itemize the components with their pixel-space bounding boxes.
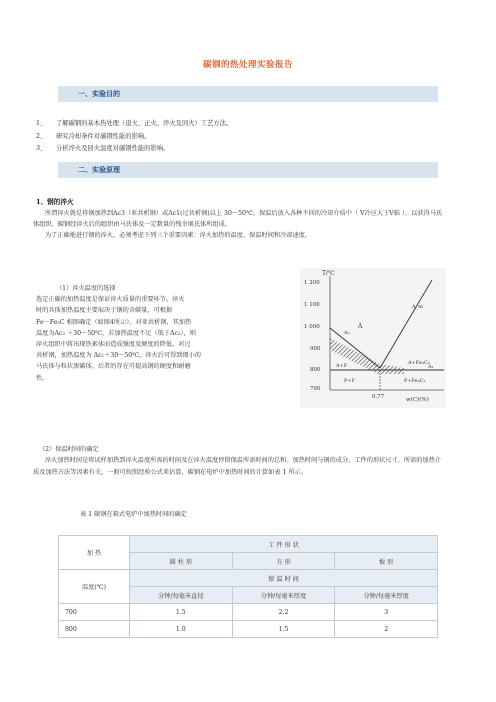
text-line: Fe－Fe₃C 相图确定（如图4所示）。对亚共析钢，其加热 (36, 318, 192, 326)
section-heading-principle: 二、实验原理 (78, 165, 120, 174)
y-tick: 700 (310, 386, 321, 392)
list-number: 3、 (36, 145, 47, 152)
text-line: 性。 (36, 374, 49, 382)
diagram-background (300, 268, 446, 408)
region-label: A₁ (428, 364, 434, 370)
list-number: 2、 (36, 132, 47, 140)
list-text: 分析淬火及回火温度对碳钢性能的影响。 (56, 145, 170, 152)
region-label: A+Fe₃C₂ (408, 360, 430, 366)
list-item (36, 118, 232, 131)
paragraph: 所谓淬火就是将钢加热到Ac3（亚共析钢）或Ac1(过共析钢)以上 30～50℃，保温后放入各种不同的冷却介质中（ V冷应大于V临 ），以获得马氏体组织。碳钢经淬火后的组织由马氏体及一定数量的残余奥氏体所组成。 (33, 210, 443, 228)
table-row (59, 604, 438, 621)
text-line: 温度为Ac₃ ＋30～50℃，若加热温度不足（低于Ac₃），则 (36, 329, 196, 337)
y-tick: 1 000 (304, 324, 320, 330)
text-line: 时的具体加热温度主要取决于钢的含碳量，可根据 (36, 307, 173, 315)
quench-heading: 1、钢的淬火 (36, 198, 74, 206)
unit-cell: 分钟/每毫米直径 (130, 587, 233, 604)
quench-paragraphs (33, 208, 443, 241)
list-text: 研究冷却条件对碳钢性能的影响。 (56, 132, 151, 140)
region-label: P+F (344, 378, 356, 384)
value-cell: 2.2 (232, 604, 335, 621)
fe-c-phase-diagram (300, 268, 446, 408)
value-cell: 1.5 (130, 604, 233, 621)
subheading: （2）保温时间的确定 (39, 446, 99, 453)
region-label: A (358, 323, 363, 330)
list-text: 了解碳钢的基本热处理（退火、正火、淬火及回火）工艺方法。 (56, 120, 233, 127)
subheading: （1）淬火温度的选择 (56, 285, 116, 292)
shape-cell: 板 形 (335, 553, 438, 570)
section-heading-purpose: 一、实验目的 (78, 89, 120, 98)
x-axis-label: w(C)(%) (406, 397, 429, 403)
heating-time-table (58, 535, 438, 638)
text-line: 共析钢，加热温度为 Ac₁＋30～50℃，淬火后可得到细小的 (36, 352, 201, 360)
x-tick: 0.77 (372, 394, 385, 400)
y-tick: 1 100 (304, 302, 320, 308)
header-cell-time: 保 温 时 间 (130, 570, 438, 587)
region-label: P+Fe₃C₂ (404, 378, 426, 384)
value-cell: 3 (335, 604, 438, 621)
y-tick: 1 200 (304, 280, 320, 286)
unit-cell: 分钟/每毫米厚度 (335, 587, 438, 604)
value-cell: 1.0 (130, 621, 233, 638)
region-label: A₃ (344, 330, 350, 336)
purpose-list (36, 118, 232, 156)
value-cell: 2 (335, 621, 438, 638)
region-label: A_m (412, 304, 423, 310)
temp-cell: 800 (59, 621, 130, 638)
y-axis-label: T/℃ (322, 270, 335, 277)
hold-time-section (33, 444, 445, 478)
temperature-selection-text (36, 283, 296, 384)
document-title: 碳钢的热处理实验报告 (202, 60, 293, 70)
list-item (36, 143, 232, 156)
text-line: 选定正确的加热温度是保证淬火质量的重要环节。淬火 (36, 296, 185, 304)
y-tick: 800 (310, 367, 321, 373)
shape-cell: 圆 柱 形 (130, 553, 233, 570)
shape-cell: 方 形 (232, 553, 335, 570)
list-number: 1、 (36, 120, 47, 127)
temp-cell: 700 (59, 604, 130, 621)
paragraph: 为了正确地进行钢的淬火，必须考虑下列三个重要因素：淬火加热的温度、保温时间和冷却速度。 (45, 232, 312, 239)
section-bar-principle (58, 162, 438, 178)
region-label: A+F (336, 363, 348, 369)
paragraph: 淬火加热时间是将试样加热到淬火温度所需的时间及在淬火温度停留保温所需时间的总和。加热时间与钢的成分、工件的形状尺寸、所需的加热介质及加热方法等因素有关，一般可按照经验公式来估算，碳钢在电炉中加热时间的计算如表 1 所示。 (33, 457, 441, 476)
text-line: 马氏体与粒状渗碳体。后者的存在可提高钢的硬度和耐磨 (36, 363, 191, 371)
unit-cell: 分钟/每毫米厚度 (232, 587, 335, 604)
text-line: 淬火组织中将出现铁素体而造成强度及硬度的降低。对过 (36, 341, 191, 349)
header-cell-temp-bottom: 温度(℃) (59, 570, 130, 604)
header-cell-temp-top: 加 热 (59, 536, 130, 570)
section-bar-purpose (58, 86, 438, 102)
table-row (59, 621, 438, 638)
value-cell: 1.5 (232, 621, 335, 638)
y-tick: 900 (310, 346, 321, 352)
list-item (36, 131, 232, 144)
table-caption: 表 1 碳钢在箱式电炉中加热时间的确定 (80, 511, 187, 518)
header-cell-shape: 工 件 形 状 (130, 536, 438, 553)
